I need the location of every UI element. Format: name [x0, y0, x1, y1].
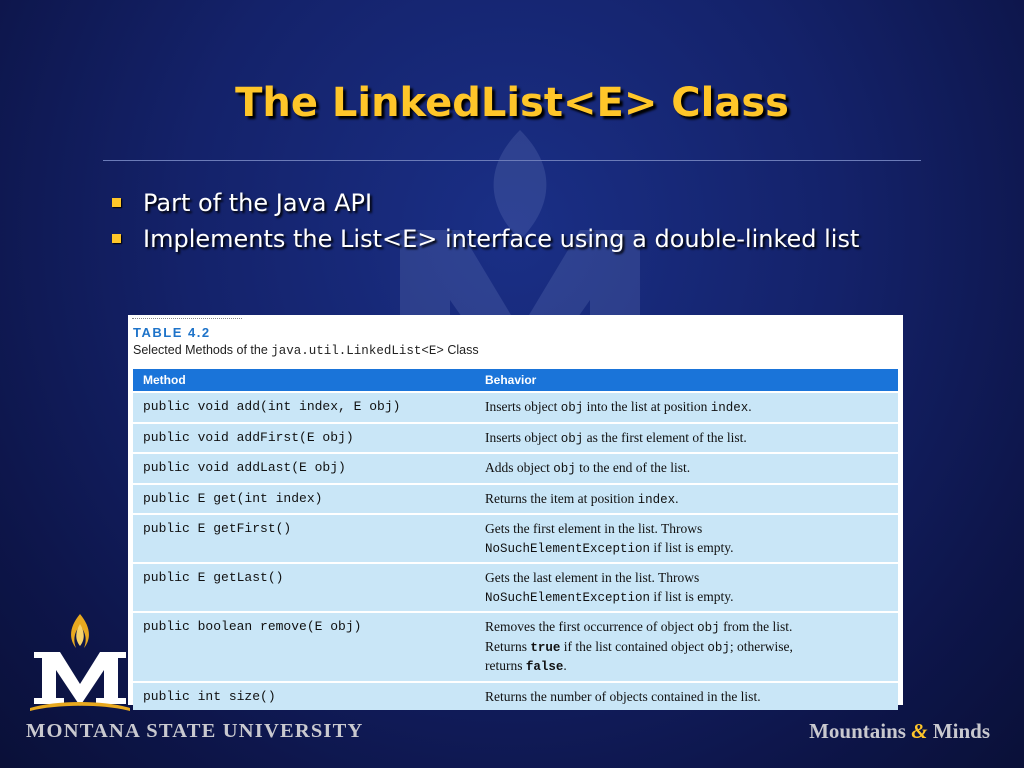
table-row — [133, 423, 898, 454]
header-method: Method — [133, 369, 476, 392]
table-row — [133, 392, 898, 423]
method-signature: public E get(int index) — [133, 484, 476, 515]
slide-title: The LinkedList<E> Class — [235, 80, 789, 126]
behavior-text: if the list contained object — [560, 638, 708, 654]
behavior-text: if list is empty. — [650, 539, 734, 555]
caption-prefix: Selected Methods of the — [133, 343, 268, 357]
tagline-ampersand: & — [911, 719, 928, 743]
method-behavior — [476, 682, 898, 711]
bullet-text: Part of the Java API — [143, 189, 373, 217]
title-divider — [103, 160, 921, 161]
method-signature: public E getLast() — [133, 563, 476, 612]
method-behavior — [476, 392, 898, 423]
table-row — [133, 612, 898, 682]
table-header-row — [133, 369, 898, 392]
behavior-text: Adds object — [485, 460, 554, 475]
method-behavior — [476, 563, 898, 612]
university-name: MONTANA STATE UNIVERSITY — [26, 720, 364, 742]
behavior-text: Removes the first occurrence of object — [485, 619, 698, 634]
table-caption — [133, 343, 479, 358]
university-tagline — [809, 719, 990, 744]
behavior-text: as the first element of the list. — [583, 429, 747, 445]
methods-table-body — [133, 392, 898, 710]
caption-suffix: Class — [447, 343, 479, 357]
bullet-item — [112, 186, 902, 220]
caption-code: java.util.LinkedList<E> — [271, 344, 444, 358]
bullet-item — [112, 222, 902, 256]
dotted-rule — [132, 318, 242, 320]
bullet-list — [112, 186, 902, 258]
behavior-text: from the list. — [719, 619, 793, 634]
tagline-mountains: Mountains — [809, 719, 906, 743]
behavior-code: obj — [560, 431, 584, 446]
header-behavior: Behavior — [476, 369, 898, 392]
behavior-text: to the end of the list. — [575, 460, 691, 475]
method-signature: public int size() — [133, 682, 476, 711]
method-signature: public void addFirst(E obj) — [133, 423, 476, 454]
behavior-text: if list is empty. — [650, 588, 734, 604]
behavior-text: Inserts object — [485, 429, 561, 445]
method-signature: public boolean remove(E obj) — [133, 612, 476, 682]
behavior-code: true — [530, 640, 561, 655]
method-behavior — [476, 453, 898, 484]
behavior-code: index — [637, 492, 676, 507]
behavior-code: obj — [553, 462, 576, 476]
behavior-text: returns — [485, 658, 526, 673]
methods-table — [133, 369, 898, 710]
method-signature: public void addLast(E obj) — [133, 453, 476, 484]
bullet-text: Implements the List<E> interface using a double-linked list — [143, 225, 860, 253]
method-signature: public E getFirst() — [133, 514, 476, 563]
behavior-code: index — [710, 401, 749, 415]
behavior-text: Returns — [485, 638, 531, 654]
behavior-code: NoSuchElementException — [485, 541, 651, 556]
behavior-text: Inserts object — [485, 399, 561, 414]
behavior-text: into the list at position — [583, 399, 711, 414]
method-signature: public void add(int index, E obj) — [133, 392, 476, 423]
behavior-text: . — [563, 658, 567, 673]
bullet-square-icon — [112, 234, 121, 243]
behavior-text: Gets the first element in the list. Throws — [485, 521, 703, 536]
behavior-text: . — [675, 490, 679, 506]
behavior-text: . — [748, 399, 752, 414]
table-row — [133, 514, 898, 563]
table-row — [133, 682, 898, 711]
tagline-minds: Minds — [932, 719, 990, 743]
behavior-code: obj — [707, 640, 730, 655]
method-behavior — [476, 612, 898, 682]
table-row — [133, 453, 898, 484]
behavior-text: ; otherwise, — [729, 638, 793, 654]
behavior-code: false — [525, 660, 564, 674]
msu-m-logo-icon — [26, 612, 134, 712]
behavior-text: Gets the last element in the list. Throws — [485, 570, 700, 585]
behavior-text: Returns the item at position — [485, 490, 638, 506]
table-label: TABLE 4.2 — [133, 325, 211, 340]
method-behavior — [476, 514, 898, 563]
table-row — [133, 563, 898, 612]
behavior-code: NoSuchElementException — [485, 590, 651, 605]
method-behavior — [476, 423, 898, 454]
table-figure — [128, 315, 903, 705]
behavior-code: obj — [697, 621, 720, 635]
bullet-square-icon — [112, 198, 121, 207]
behavior-text: Returns the number of objects contained in the list. — [485, 688, 761, 704]
method-behavior — [476, 484, 898, 515]
behavior-code: obj — [560, 401, 584, 415]
table-row — [133, 484, 898, 515]
